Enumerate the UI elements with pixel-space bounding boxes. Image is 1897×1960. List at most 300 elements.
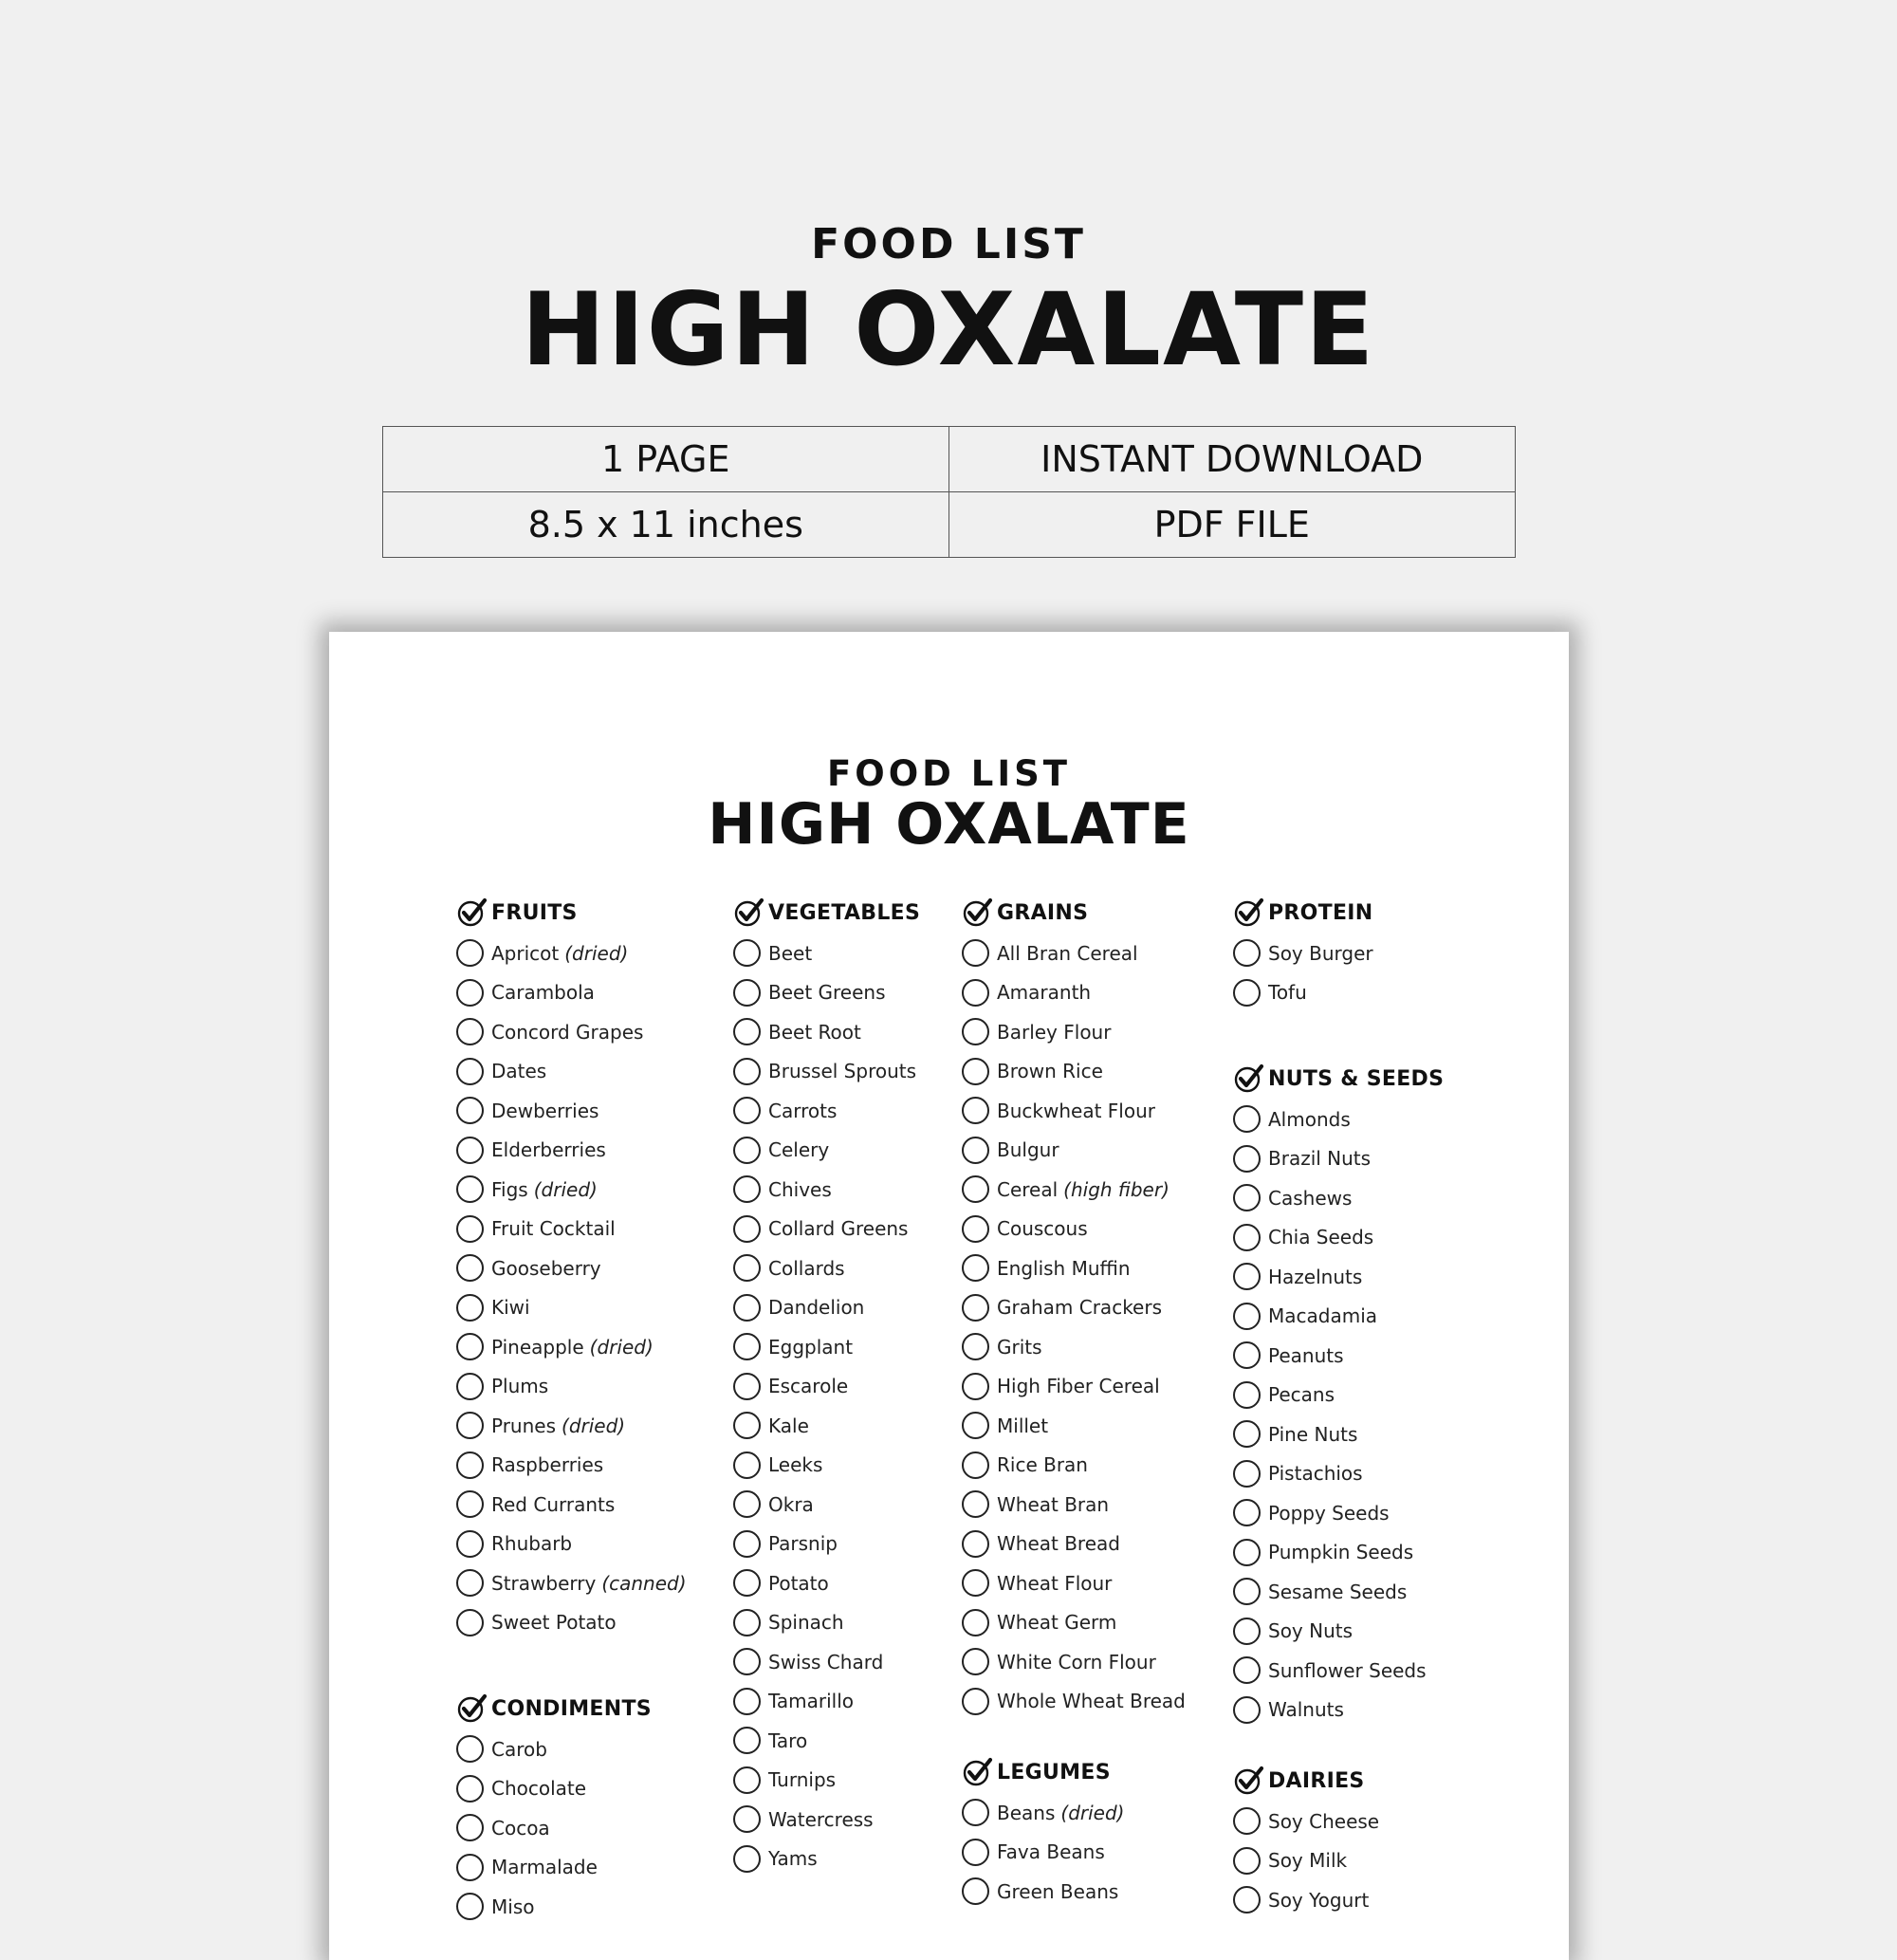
empty-circle-icon[interactable] xyxy=(456,939,484,967)
item-name: Beet xyxy=(768,941,813,965)
item-name: Okra xyxy=(768,1492,814,1516)
list-item[interactable] xyxy=(456,1485,687,1525)
product-header xyxy=(0,0,1897,569)
list-item[interactable] xyxy=(962,1833,1186,1873)
empty-circle-icon[interactable] xyxy=(733,1845,761,1873)
empty-circle-icon[interactable] xyxy=(733,1530,761,1558)
list-item[interactable] xyxy=(1233,1612,1444,1652)
item-name: Hazelnuts xyxy=(1268,1265,1363,1288)
list-item[interactable] xyxy=(733,1721,920,1761)
item-name: Tofu xyxy=(1268,981,1307,1005)
list-item[interactable] xyxy=(733,1327,920,1367)
empty-circle-icon[interactable] xyxy=(1233,1381,1261,1409)
check-circle-icon xyxy=(1233,1765,1268,1797)
item-name: Fava Beans xyxy=(997,1840,1105,1864)
item-name: Carrots xyxy=(768,1099,838,1122)
list-item[interactable] xyxy=(1233,1493,1444,1533)
item-name: All Bran Cereal xyxy=(997,941,1138,965)
item-note: (high fiber) xyxy=(1063,1177,1170,1201)
empty-circle-icon[interactable] xyxy=(962,1412,989,1439)
item-name: Millet xyxy=(997,1414,1049,1437)
item-name: Sesame Seeds xyxy=(1268,1580,1408,1603)
info-table xyxy=(382,426,1516,558)
list-item[interactable] xyxy=(733,1052,920,1092)
empty-circle-icon[interactable] xyxy=(962,1799,989,1826)
empty-circle-icon[interactable] xyxy=(456,1490,484,1518)
list-item[interactable] xyxy=(456,1525,687,1564)
list-item[interactable] xyxy=(456,1210,687,1249)
empty-circle-icon[interactable] xyxy=(456,1018,484,1045)
empty-circle-icon[interactable] xyxy=(456,1452,484,1479)
item-note: (dried) xyxy=(562,1414,626,1437)
list-item[interactable] xyxy=(1233,1880,1444,1920)
list-item[interactable] xyxy=(456,1012,687,1052)
item-name: Concord Grapes xyxy=(491,1020,644,1044)
item-name: Carob xyxy=(491,1737,547,1761)
empty-circle-icon[interactable] xyxy=(456,1412,484,1439)
empty-circle-icon[interactable] xyxy=(456,1058,484,1085)
list-item[interactable] xyxy=(962,1642,1186,1682)
empty-circle-icon[interactable] xyxy=(962,1215,989,1243)
list-item[interactable] xyxy=(1233,1651,1444,1691)
list-item[interactable] xyxy=(962,1367,1186,1407)
empty-circle-icon[interactable] xyxy=(1233,1145,1261,1173)
item-note: (dried) xyxy=(533,1177,598,1201)
item-note: (dried) xyxy=(589,1335,654,1359)
empty-circle-icon[interactable] xyxy=(733,1766,761,1794)
list-item[interactable] xyxy=(733,973,920,1013)
list-item[interactable] xyxy=(962,1682,1186,1722)
list-item[interactable] xyxy=(733,1446,920,1486)
item-name: Watercress xyxy=(768,1807,874,1831)
item-note: (canned) xyxy=(601,1571,687,1595)
empty-circle-icon[interactable] xyxy=(456,1530,484,1558)
section-title: NUTS & SEEDS xyxy=(1268,1066,1445,1091)
empty-circle-icon[interactable] xyxy=(1233,1847,1261,1875)
empty-circle-icon[interactable] xyxy=(962,979,989,1007)
empty-circle-icon[interactable] xyxy=(962,1530,989,1558)
list-item[interactable] xyxy=(456,1563,687,1603)
item-name: Couscous xyxy=(997,1217,1088,1241)
empty-circle-icon[interactable] xyxy=(456,1373,484,1400)
section-heading xyxy=(1233,1058,1444,1100)
item-note: (dried) xyxy=(1060,1801,1125,1824)
empty-circle-icon[interactable] xyxy=(733,1373,761,1400)
empty-circle-icon[interactable] xyxy=(733,1452,761,1479)
list-item[interactable] xyxy=(962,1603,1186,1643)
item-name: Barley Flour xyxy=(997,1020,1112,1044)
item-name: Wheat Bread xyxy=(997,1532,1120,1556)
list-item[interactable] xyxy=(733,1248,920,1288)
item-name: Soy Cheese xyxy=(1268,1809,1380,1833)
list-item[interactable] xyxy=(962,1406,1186,1446)
empty-circle-icon[interactable] xyxy=(733,1058,761,1085)
empty-circle-icon[interactable] xyxy=(456,1254,484,1282)
list-item[interactable] xyxy=(1233,1178,1444,1218)
empty-circle-icon[interactable] xyxy=(1233,1618,1261,1645)
check-circle-icon xyxy=(456,897,491,929)
list-item[interactable] xyxy=(733,1210,920,1249)
item-name: Walnuts xyxy=(1268,1698,1344,1722)
list-item[interactable] xyxy=(733,1485,920,1525)
empty-circle-icon[interactable] xyxy=(962,1609,989,1636)
empty-circle-icon[interactable] xyxy=(456,1569,484,1597)
item-name: Taro xyxy=(768,1729,808,1752)
empty-circle-icon[interactable] xyxy=(1233,1341,1261,1369)
section-title: CONDIMENTS xyxy=(491,1696,652,1721)
empty-circle-icon[interactable] xyxy=(962,1254,989,1282)
item-name: Gooseberry xyxy=(491,1256,601,1280)
item-name: Miso xyxy=(491,1895,535,1918)
section-heading xyxy=(1233,892,1444,934)
item-name: Eggplant xyxy=(768,1335,854,1359)
section-heading xyxy=(1233,1760,1444,1802)
list-item[interactable] xyxy=(456,1327,687,1367)
list-item[interactable] xyxy=(1233,1533,1444,1573)
list-item[interactable] xyxy=(733,1840,920,1879)
item-name: Celery xyxy=(768,1138,830,1162)
list-item[interactable] xyxy=(733,1288,920,1328)
list-item[interactable] xyxy=(962,1485,1186,1525)
list-item[interactable] xyxy=(962,1563,1186,1603)
list-item[interactable] xyxy=(733,1563,920,1603)
check-circle-icon xyxy=(962,1756,997,1788)
list-item[interactable] xyxy=(1233,1297,1444,1337)
item-name: Graham Crackers xyxy=(997,1296,1163,1320)
section-title: LEGUMES xyxy=(997,1760,1111,1784)
item-name: Cashews xyxy=(1268,1186,1353,1210)
section-legumes xyxy=(962,1751,1186,1912)
item-name: Pecans xyxy=(1268,1383,1335,1407)
list-item[interactable] xyxy=(1233,1415,1444,1454)
empty-circle-icon[interactable] xyxy=(962,1839,989,1866)
section-heading xyxy=(733,892,920,934)
list-item[interactable] xyxy=(456,1603,687,1643)
info-pages: 1 PAGE xyxy=(383,427,949,492)
item-name: High Fiber Cereal xyxy=(997,1375,1160,1398)
list-item[interactable] xyxy=(456,1091,687,1131)
list-item[interactable] xyxy=(1233,934,1444,973)
sheet-title: HIGH OXALATE xyxy=(708,791,1190,858)
empty-circle-icon[interactable] xyxy=(1233,1263,1261,1290)
empty-circle-icon[interactable] xyxy=(456,1333,484,1360)
section-title: VEGETABLES xyxy=(768,900,921,925)
item-name: Soy Milk xyxy=(1268,1849,1348,1873)
column-2 xyxy=(733,892,920,1878)
empty-circle-icon[interactable] xyxy=(456,1215,484,1243)
item-name: Wheat Flour xyxy=(997,1571,1113,1595)
list-item[interactable] xyxy=(456,1406,687,1446)
list-item[interactable] xyxy=(733,1170,920,1210)
empty-circle-icon[interactable] xyxy=(962,1688,989,1715)
list-item[interactable] xyxy=(962,1012,1186,1052)
item-name: Chives xyxy=(768,1177,832,1201)
list-item[interactable] xyxy=(456,1367,687,1407)
item-name: Elderberries xyxy=(491,1138,606,1162)
check-circle-icon xyxy=(456,1692,491,1725)
empty-circle-icon[interactable] xyxy=(733,1294,761,1322)
item-name: Macadamia xyxy=(1268,1304,1378,1328)
list-item[interactable] xyxy=(962,1248,1186,1288)
empty-circle-icon[interactable] xyxy=(962,1452,989,1479)
list-item[interactable] xyxy=(456,973,687,1013)
list-item[interactable] xyxy=(456,1052,687,1092)
empty-circle-icon[interactable] xyxy=(733,979,761,1007)
empty-circle-icon[interactable] xyxy=(456,1814,484,1841)
item-name: Raspberries xyxy=(491,1453,604,1477)
empty-circle-icon[interactable] xyxy=(456,1735,484,1763)
empty-circle-icon[interactable] xyxy=(962,1058,989,1085)
empty-circle-icon[interactable] xyxy=(733,1018,761,1045)
item-name: Wheat Bran xyxy=(997,1492,1110,1516)
list-item[interactable] xyxy=(962,1446,1186,1486)
list-item[interactable] xyxy=(1233,1802,1444,1841)
item-name: Beans xyxy=(997,1801,1056,1824)
section-heading xyxy=(456,1688,687,1729)
section-heading xyxy=(962,1751,1186,1793)
list-item[interactable] xyxy=(456,1808,687,1848)
item-name: Pumpkin Seeds xyxy=(1268,1541,1414,1564)
empty-circle-icon[interactable] xyxy=(1233,1303,1261,1330)
column-1 xyxy=(456,892,687,1927)
empty-circle-icon[interactable] xyxy=(962,1648,989,1675)
list-item[interactable] xyxy=(1233,1841,1444,1881)
item-name: Pine Nuts xyxy=(1268,1422,1358,1446)
item-name: Green Beans xyxy=(997,1879,1119,1903)
section-protein xyxy=(1233,892,1444,1012)
empty-circle-icon[interactable] xyxy=(1233,1539,1261,1566)
empty-circle-icon[interactable] xyxy=(962,939,989,967)
list-item[interactable] xyxy=(456,1288,687,1328)
list-item[interactable] xyxy=(733,1800,920,1840)
empty-circle-icon[interactable] xyxy=(456,1775,484,1803)
list-item[interactable] xyxy=(962,1793,1186,1833)
empty-circle-icon[interactable] xyxy=(733,1648,761,1675)
list-item[interactable] xyxy=(962,1091,1186,1131)
empty-circle-icon[interactable] xyxy=(733,1175,761,1203)
list-item[interactable] xyxy=(1233,1454,1444,1494)
list-item[interactable] xyxy=(962,1327,1186,1367)
list-item[interactable] xyxy=(733,1761,920,1801)
empty-circle-icon[interactable] xyxy=(456,1097,484,1124)
list-item[interactable] xyxy=(962,934,1186,973)
list-item[interactable] xyxy=(1233,1100,1444,1139)
empty-circle-icon[interactable] xyxy=(733,1805,761,1833)
item-name: Spinach xyxy=(768,1611,844,1635)
section-heading xyxy=(456,892,687,934)
item-name: Grits xyxy=(997,1335,1042,1359)
item-name: Yams xyxy=(768,1847,818,1871)
section-vegetables xyxy=(733,892,920,1878)
info-size: 8.5 x 11 inches xyxy=(383,492,949,558)
empty-circle-icon[interactable] xyxy=(733,1137,761,1164)
item-name: Sweet Potato xyxy=(491,1611,617,1635)
item-name: Rhubarb xyxy=(491,1532,573,1556)
list-item[interactable] xyxy=(456,1769,687,1809)
empty-circle-icon[interactable] xyxy=(733,1215,761,1243)
item-name: Brazil Nuts xyxy=(1268,1147,1372,1171)
empty-circle-icon[interactable] xyxy=(1233,979,1261,1007)
list-item[interactable] xyxy=(456,1848,687,1888)
empty-circle-icon[interactable] xyxy=(962,1877,989,1905)
empty-circle-icon[interactable] xyxy=(456,1137,484,1164)
item-name: Marmalade xyxy=(491,1856,598,1879)
empty-circle-icon[interactable] xyxy=(1233,1420,1261,1448)
empty-circle-icon[interactable] xyxy=(962,1333,989,1360)
empty-circle-icon[interactable] xyxy=(733,1688,761,1715)
empty-circle-icon[interactable] xyxy=(733,1609,761,1636)
empty-circle-icon[interactable] xyxy=(456,1175,484,1203)
item-name: Bulgur xyxy=(997,1138,1059,1162)
list-item[interactable] xyxy=(1233,973,1444,1013)
item-name: English Muffin xyxy=(997,1256,1131,1280)
item-name: Chia Seeds xyxy=(1268,1226,1374,1249)
empty-circle-icon[interactable] xyxy=(962,1175,989,1203)
item-name: Leeks xyxy=(768,1453,823,1477)
check-circle-icon xyxy=(962,897,997,929)
empty-circle-icon[interactable] xyxy=(1233,1656,1261,1684)
list-item[interactable] xyxy=(733,1682,920,1722)
item-name: Pineapple xyxy=(491,1335,584,1359)
empty-circle-icon[interactable] xyxy=(1233,1886,1261,1914)
item-name: Red Currants xyxy=(491,1492,616,1516)
list-item[interactable] xyxy=(962,1210,1186,1249)
item-name: Soy Nuts xyxy=(1268,1619,1354,1643)
list-item[interactable] xyxy=(1233,1139,1444,1179)
column-3 xyxy=(962,892,1186,1912)
list-item[interactable] xyxy=(962,1288,1186,1328)
item-name: Parsnip xyxy=(768,1532,838,1556)
item-name: Sunflower Seeds xyxy=(1268,1658,1427,1682)
item-name: Figs xyxy=(491,1177,528,1201)
list-item[interactable] xyxy=(962,973,1186,1013)
item-name: Prunes xyxy=(491,1414,557,1437)
list-item[interactable] xyxy=(456,1446,687,1486)
item-name: Strawberry xyxy=(491,1571,597,1595)
empty-circle-icon[interactable] xyxy=(456,1294,484,1322)
item-name: Brown Rice xyxy=(997,1060,1103,1083)
empty-circle-icon[interactable] xyxy=(962,1097,989,1124)
empty-circle-icon[interactable] xyxy=(1233,1460,1261,1488)
list-item[interactable] xyxy=(733,1091,920,1131)
item-name: Chocolate xyxy=(491,1777,587,1801)
empty-circle-icon[interactable] xyxy=(1233,1184,1261,1211)
list-item[interactable] xyxy=(962,1052,1186,1092)
header-title: HIGH OXALATE xyxy=(521,271,1376,388)
item-name: Almonds xyxy=(1268,1107,1351,1131)
empty-circle-icon[interactable] xyxy=(962,1294,989,1322)
empty-circle-icon[interactable] xyxy=(456,1609,484,1636)
list-item[interactable] xyxy=(456,1248,687,1288)
empty-circle-icon[interactable] xyxy=(962,1373,989,1400)
empty-circle-icon[interactable] xyxy=(733,1490,761,1518)
list-item[interactable] xyxy=(1233,1376,1444,1415)
list-item[interactable] xyxy=(1233,1218,1444,1258)
empty-circle-icon[interactable] xyxy=(1233,939,1261,967)
list-item[interactable] xyxy=(1233,1572,1444,1612)
list-item[interactable] xyxy=(456,1131,687,1171)
empty-circle-icon[interactable] xyxy=(962,1018,989,1045)
empty-circle-icon[interactable] xyxy=(962,1137,989,1164)
section-fruits xyxy=(456,892,687,1642)
column-4 xyxy=(1233,892,1444,1920)
item-name: Beet Greens xyxy=(768,981,886,1005)
item-name: Brussel Sprouts xyxy=(768,1060,917,1083)
info-download: INSTANT DOWNLOAD xyxy=(949,427,1516,492)
empty-circle-icon[interactable] xyxy=(733,1254,761,1282)
list-item[interactable] xyxy=(456,1887,687,1927)
empty-circle-icon[interactable] xyxy=(1233,1807,1261,1835)
list-item[interactable] xyxy=(733,934,920,973)
empty-circle-icon[interactable] xyxy=(1233,1224,1261,1251)
empty-circle-icon[interactable] xyxy=(1233,1499,1261,1526)
section-title: PROTEIN xyxy=(1268,900,1373,925)
empty-circle-icon[interactable] xyxy=(733,1333,761,1360)
list-item[interactable] xyxy=(456,1170,687,1210)
item-name: Dandelion xyxy=(768,1296,865,1320)
list-item[interactable] xyxy=(962,1872,1186,1912)
item-name: White Corn Flour xyxy=(997,1650,1156,1673)
empty-circle-icon[interactable] xyxy=(733,1412,761,1439)
sheet-subtitle: FOOD LIST xyxy=(826,753,1071,794)
list-item[interactable] xyxy=(733,1642,920,1682)
list-item[interactable] xyxy=(1233,1691,1444,1730)
list-item[interactable] xyxy=(456,934,687,973)
header-subtitle: FOOD LIST xyxy=(811,220,1086,268)
list-item[interactable] xyxy=(456,1729,687,1769)
list-item[interactable] xyxy=(733,1406,920,1446)
item-name: Escarole xyxy=(768,1375,849,1398)
list-item[interactable] xyxy=(733,1603,920,1643)
list-item[interactable] xyxy=(1233,1257,1444,1297)
item-name: Wheat Germ xyxy=(997,1611,1117,1635)
list-item[interactable] xyxy=(962,1170,1186,1210)
item-name: Soy Yogurt xyxy=(1268,1888,1370,1912)
empty-circle-icon[interactable] xyxy=(456,979,484,1007)
list-item[interactable] xyxy=(1233,1336,1444,1376)
section-condiments xyxy=(456,1688,687,1927)
empty-circle-icon[interactable] xyxy=(962,1490,989,1518)
item-name: Collard Greens xyxy=(768,1217,909,1241)
empty-circle-icon[interactable] xyxy=(733,939,761,967)
item-name: Carambola xyxy=(491,981,595,1005)
empty-circle-icon[interactable] xyxy=(1233,1696,1261,1724)
list-item[interactable] xyxy=(962,1525,1186,1564)
list-item[interactable] xyxy=(962,1131,1186,1171)
item-name: Beet Root xyxy=(768,1020,861,1044)
empty-circle-icon[interactable] xyxy=(733,1727,761,1754)
list-item[interactable] xyxy=(733,1525,920,1564)
item-name: Kiwi xyxy=(491,1296,530,1320)
section-nuts-and-seeds xyxy=(1233,1058,1444,1729)
empty-circle-icon[interactable] xyxy=(1233,1578,1261,1605)
item-name: Apricot xyxy=(491,941,560,965)
check-circle-icon xyxy=(1233,1063,1268,1095)
item-name: Soy Burger xyxy=(1268,941,1373,965)
item-note: (dried) xyxy=(564,941,629,965)
empty-circle-icon[interactable] xyxy=(733,1097,761,1124)
empty-circle-icon[interactable] xyxy=(962,1569,989,1597)
empty-circle-icon[interactable] xyxy=(1233,1105,1261,1133)
item-name: Kale xyxy=(768,1414,809,1437)
empty-circle-icon[interactable] xyxy=(733,1569,761,1597)
item-name: Dates xyxy=(491,1060,547,1083)
list-item[interactable] xyxy=(733,1367,920,1407)
empty-circle-icon[interactable] xyxy=(456,1854,484,1881)
section-dairies xyxy=(1233,1760,1444,1920)
list-item[interactable] xyxy=(733,1012,920,1052)
list-item[interactable] xyxy=(733,1131,920,1171)
